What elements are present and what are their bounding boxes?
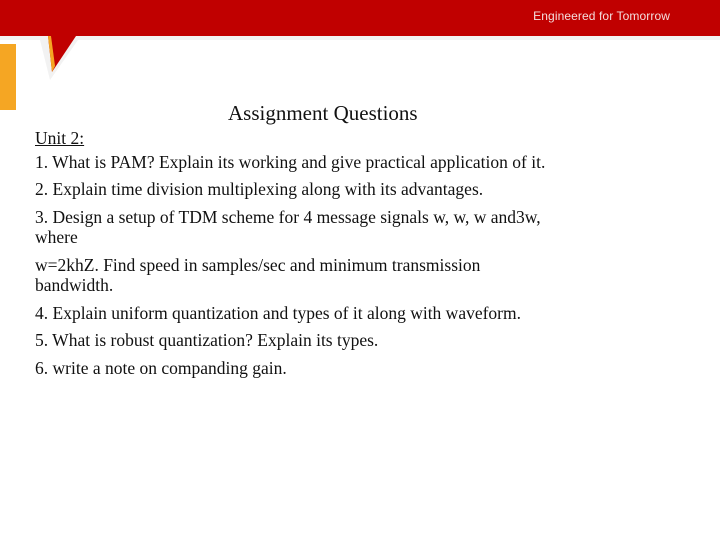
left-stripe xyxy=(0,44,16,110)
question-line-3: 3. Design a setup of TDM scheme for 4 message signals w, w, w and3w, xyxy=(35,206,541,227)
question-line-3-cont-2: w=2khZ. Find speed in samples/sec and minimum transmission xyxy=(35,254,481,275)
question-list xyxy=(35,127,675,380)
question-line-6: 6. write a note on companding gain. xyxy=(35,357,287,378)
question-line-4: 4. Explain uniform quantization and types of it along with waveform. xyxy=(35,302,522,323)
unit-heading: Unit 2: xyxy=(35,128,85,148)
brand-tagline: Engineered for Tomorrow xyxy=(533,9,670,23)
question-line-3-cont: where xyxy=(35,227,78,247)
question-line-5: 5. What is robust quantization? Explain its types. xyxy=(35,330,379,350)
header-band xyxy=(0,36,720,80)
question-line-3-cont-3: bandwidth. xyxy=(35,275,114,295)
slide-title: Assignment Questions xyxy=(228,101,418,125)
question-line-1: 1. What is PAM? Explain its working and give practical application of it. xyxy=(35,151,546,172)
question-line-2: 2. Explain time division multiplexing along with its advantages. xyxy=(35,179,484,199)
